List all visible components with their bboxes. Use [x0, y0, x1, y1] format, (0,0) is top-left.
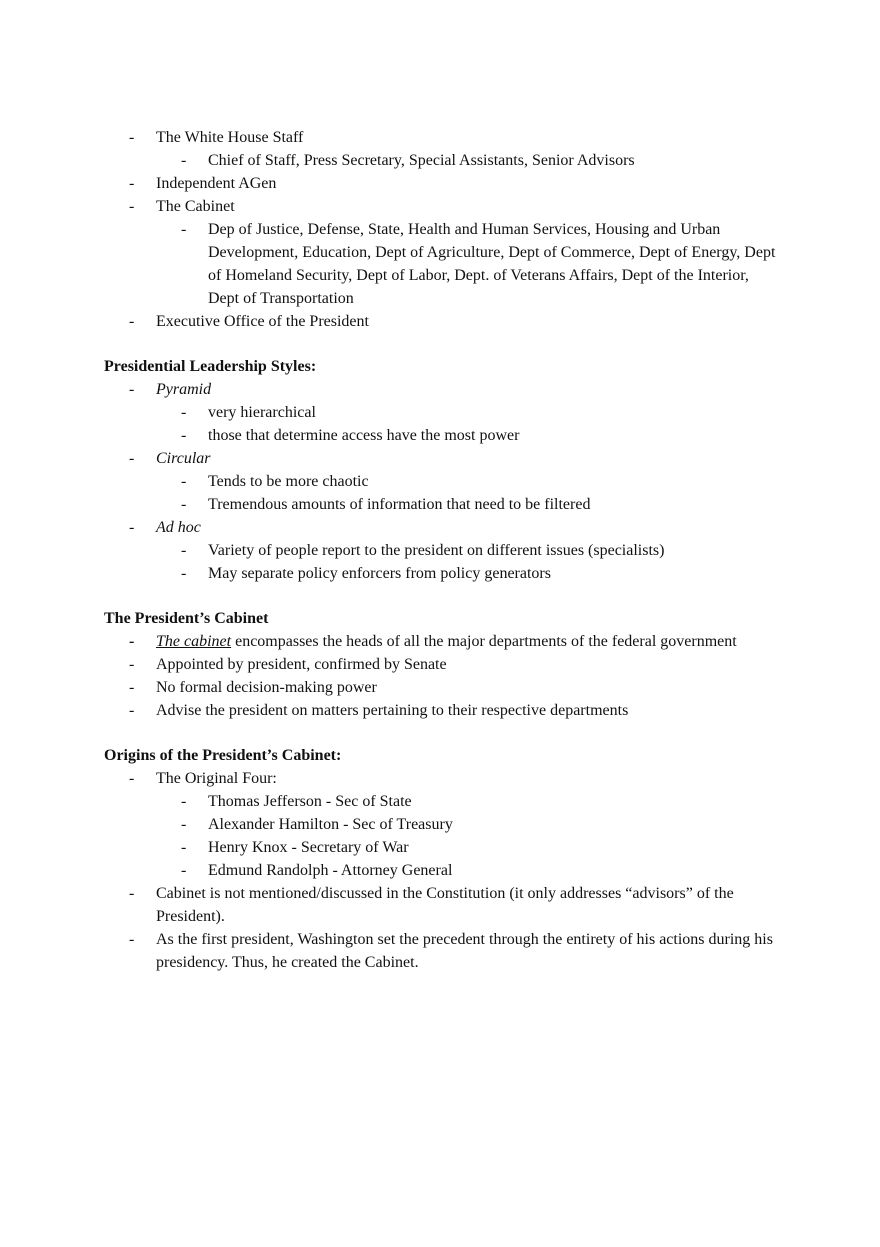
list-item	[104, 630, 784, 653]
sub-list-item	[104, 493, 784, 516]
cabinet-term: The cabinet	[156, 633, 232, 650]
bullet-dash: -	[181, 404, 187, 421]
sub-list-item-text: Chief of Staff, Press Secretary, Special Assistants, Senior Advisors	[208, 152, 635, 169]
sub-list-item-text: Tremendous amounts of information that need to be filtered	[208, 496, 591, 513]
bullet-dash: -	[129, 313, 135, 330]
bullet-dash: -	[129, 198, 135, 215]
bullet-dash: -	[129, 770, 135, 787]
sub-list-item-text: Dep of Justice, Defense, State, Health and Human Services, Housing and Urban Development, Education, Dept of Agriculture, Dept of Commerce, Dept of Energy, Dept of Homeland Security, Dept of Labor, Dept. of Veterans Affairs, Dept of the Interior, Dept of Transportation	[208, 221, 776, 307]
list-item-text: As the first president, Washington set the precedent through the entirety of his actions during his presidency. Thus, he created the Cabinet.	[156, 931, 773, 971]
bullet-dash: -	[129, 931, 135, 948]
list-item	[104, 882, 784, 928]
bullet-dash: -	[181, 427, 187, 444]
bullet-dash: -	[181, 862, 187, 879]
sub-list-item	[104, 401, 784, 424]
bullet-dash: -	[181, 221, 187, 238]
sub-list-item	[104, 859, 784, 882]
list-item-text: Independent AGen	[156, 175, 277, 192]
bullet-dash: -	[129, 656, 135, 673]
sub-list-item-text: Edmund Randolph - Attorney General	[208, 862, 453, 879]
sub-list-item-text: Thomas Jefferson - Sec of State	[208, 793, 412, 810]
bullet-dash: -	[181, 839, 187, 856]
list-item-text: The White House Staff	[156, 129, 304, 146]
sub-list-item	[104, 836, 784, 859]
list-item-text: Executive Office of the President	[156, 313, 369, 330]
list-item	[104, 172, 784, 195]
bullet-dash: -	[129, 885, 135, 902]
list-item	[104, 516, 784, 539]
cabinet-definition: encompasses the heads of all the major departments of the federal government	[231, 633, 737, 650]
bullet-dash: -	[181, 816, 187, 833]
sub-list-item-text: Alexander Hamilton - Sec of Treasury	[208, 816, 453, 833]
sub-list-item-text: Tends to be more chaotic	[208, 473, 369, 490]
sub-list-item	[104, 562, 784, 585]
section-heading-cabinet: The President’s Cabinet	[104, 610, 269, 627]
bullet-dash: -	[129, 519, 135, 536]
sub-list-item	[104, 790, 784, 813]
bullet-dash: -	[129, 633, 135, 650]
list-item	[104, 126, 784, 149]
list-item-text: Cabinet is not mentioned/discussed in the Constitution (it only addresses “advisors” of the President).	[156, 885, 734, 925]
sub-list-item-text: very hierarchical	[208, 404, 316, 421]
bullet-dash: -	[181, 565, 187, 582]
sub-list-item-text: Henry Knox - Secretary of War	[208, 839, 409, 856]
section-heading-leadership: Presidential Leadership Styles:	[104, 358, 317, 375]
list-item-text: The Original Four:	[156, 770, 277, 787]
sub-list-item-text: May separate policy enforcers from policy generators	[208, 565, 551, 582]
sub-list-item	[104, 539, 784, 562]
list-item-text: Pyramid	[156, 381, 212, 398]
sub-list-item	[104, 470, 784, 493]
sub-list-item	[104, 149, 784, 172]
list-item-text: Advise the president on matters pertaining to their respective departments	[156, 702, 629, 719]
bullet-dash: -	[129, 702, 135, 719]
notes-content	[104, 126, 784, 974]
bullet-dash: -	[181, 152, 187, 169]
list-item	[104, 378, 784, 401]
bullet-dash: -	[129, 381, 135, 398]
list-item	[104, 447, 784, 470]
sub-list-item-text: Variety of people report to the president on different issues (specialists)	[208, 542, 665, 559]
sub-list-item	[104, 218, 784, 310]
list-item	[104, 928, 784, 974]
list-item	[104, 767, 784, 790]
bullet-dash: -	[129, 129, 135, 146]
list-item	[104, 195, 784, 218]
list-item-text: Appointed by president, confirmed by Senate	[156, 656, 447, 673]
list-item	[104, 653, 784, 676]
bullet-dash: -	[129, 175, 135, 192]
list-item	[104, 310, 784, 333]
bullet-dash: -	[129, 679, 135, 696]
list-item	[104, 699, 784, 722]
list-item-text: The Cabinet	[156, 198, 235, 215]
sub-list-item	[104, 424, 784, 447]
bullet-dash: -	[181, 496, 187, 513]
list-item-text: Ad hoc	[156, 519, 201, 536]
section-heading-origins: Origins of the President’s Cabinet:	[104, 747, 342, 764]
bullet-dash: -	[129, 450, 135, 467]
sub-list-item	[104, 813, 784, 836]
sub-list-item-text: those that determine access have the most power	[208, 427, 520, 444]
list-item	[104, 676, 784, 699]
bullet-dash: -	[181, 793, 187, 810]
bullet-dash: -	[181, 473, 187, 490]
list-item-text: No formal decision-making power	[156, 679, 377, 696]
list-item-text: Circular	[156, 450, 211, 467]
bullet-dash: -	[181, 542, 187, 559]
